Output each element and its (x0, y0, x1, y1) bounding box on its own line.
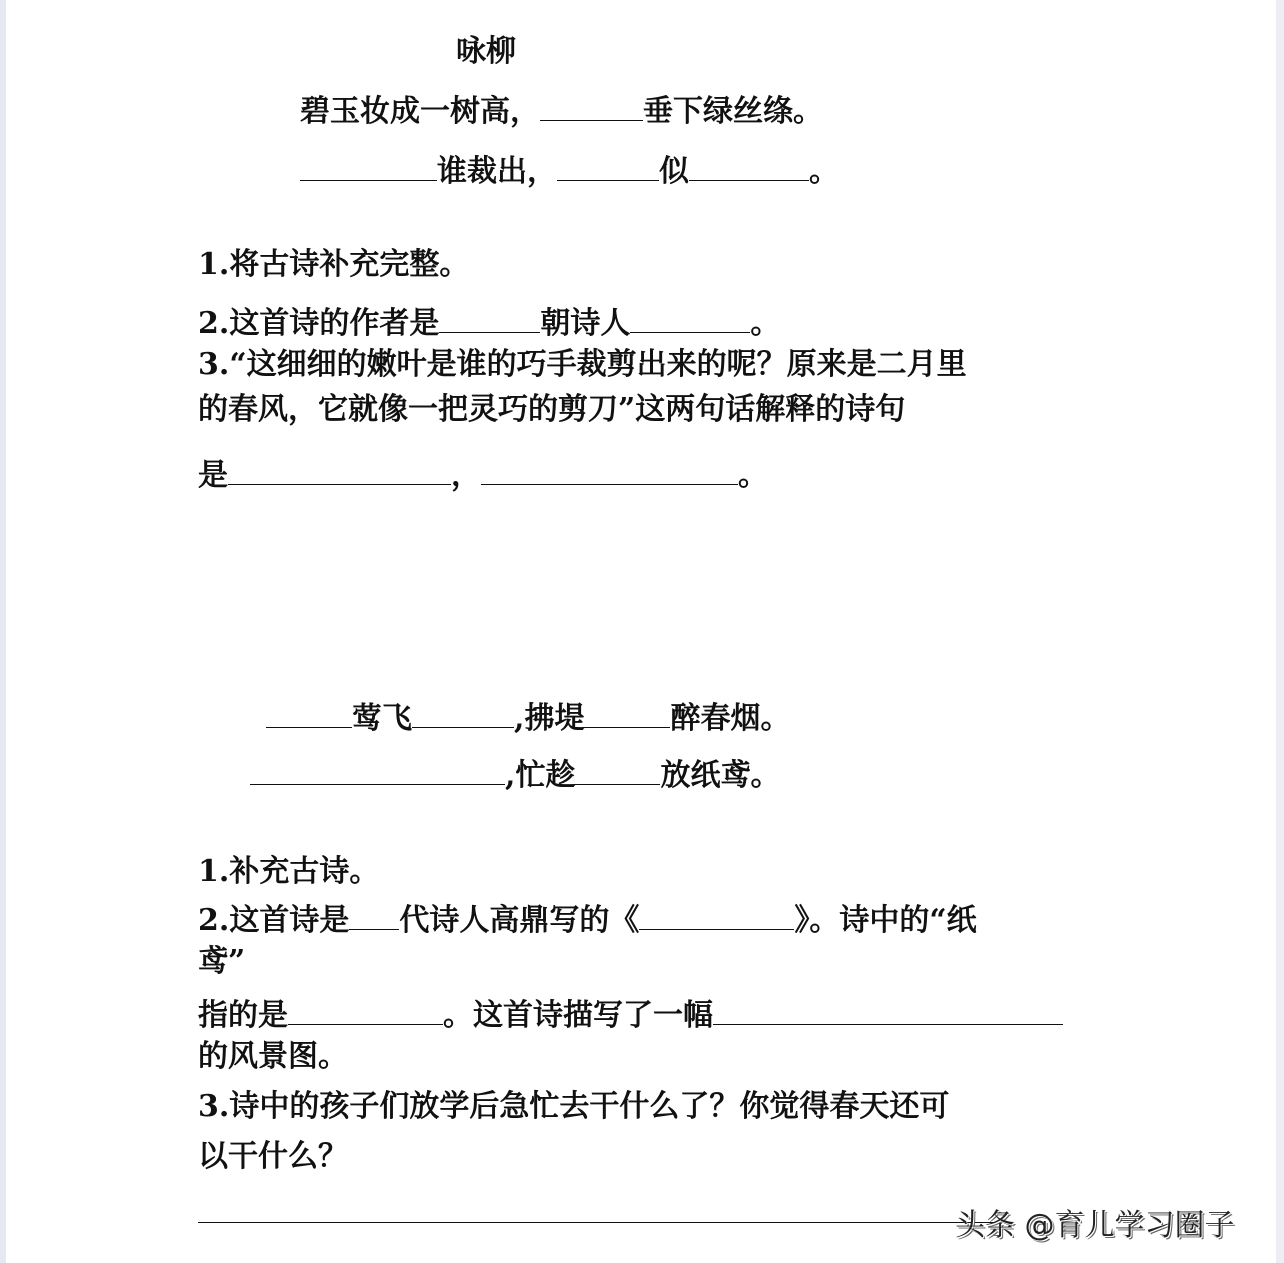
poem1-line2 (300, 150, 839, 190)
q1-3b: 的春风，它就像一把灵巧的剪刀”这两句话解释的诗句 (198, 392, 906, 427)
text: ,忙趁 (505, 758, 576, 793)
text: 2.这首诗的作者是 (198, 306, 440, 341)
q2-3b: 以干什么？ (198, 1139, 348, 1174)
blank[interactable] (584, 697, 670, 728)
q1-3c (198, 454, 768, 494)
text: 。 (750, 306, 781, 341)
blank[interactable] (250, 754, 505, 785)
q2-2c (198, 994, 1063, 1034)
blank[interactable] (630, 302, 750, 333)
blank[interactable] (689, 150, 809, 181)
answer-line[interactable] (198, 1222, 998, 1223)
text: ， (451, 458, 481, 493)
q2-1: 1.补充古诗。 (198, 854, 380, 889)
blank[interactable] (349, 899, 399, 930)
text: ,拂堤 (514, 701, 585, 736)
text: 醉春烟。 (670, 701, 791, 736)
blank[interactable] (228, 454, 451, 485)
poem1-line1 (300, 90, 823, 130)
text: 》。诗中的“纸 (794, 903, 977, 938)
page-edge-left (0, 0, 6, 1263)
page-edge-right (1276, 0, 1284, 1263)
blank[interactable] (481, 454, 738, 485)
blank[interactable] (300, 150, 437, 181)
blank[interactable] (639, 899, 794, 930)
text: 。这首诗描写了一幅 (443, 998, 713, 1033)
q2-2a (198, 899, 977, 939)
text: 是 (198, 458, 228, 493)
q2-3a: 3.诗中的孩子们放学后急忙去干什么了？你觉得春天还可 (198, 1089, 950, 1124)
text: 碧玉妆成一树高， (300, 94, 540, 129)
poem1-title: 咏柳 (456, 34, 516, 69)
text: 代诗人高鼎写的《 (399, 903, 640, 938)
text: 。 (738, 458, 768, 493)
watermark: 头条 @育儿学习圈子 (955, 1208, 1235, 1243)
text: 2.这首诗是 (198, 903, 350, 938)
q1-1: 1.将古诗补充完整。 (198, 247, 470, 282)
poem2-line1 (266, 697, 790, 737)
text: 似 (659, 154, 689, 189)
q2-2d: 的风景图。 (198, 1039, 348, 1074)
q1-3a: 3.“这细细的嫩叶是谁的巧手裁剪出来的呢？原来是二月里 (198, 347, 967, 382)
text: 垂下绿丝绦。 (643, 94, 823, 129)
text: 朝诗人 (540, 306, 631, 341)
text: 莺飞 (352, 701, 412, 736)
blank[interactable] (713, 994, 1063, 1025)
q1-2 (198, 302, 780, 342)
text: 谁裁出， (437, 154, 557, 189)
blank[interactable] (288, 994, 443, 1025)
text: 放纸鸢。 (660, 758, 781, 793)
blank[interactable] (540, 90, 643, 121)
text: 指的是 (198, 998, 288, 1033)
poem2-line2 (250, 754, 780, 794)
blank[interactable] (266, 697, 352, 728)
text: 。 (809, 154, 839, 189)
blank[interactable] (412, 697, 514, 728)
q2-2b: 鸢” (198, 944, 246, 979)
blank[interactable] (557, 150, 659, 181)
blank[interactable] (575, 754, 660, 785)
blank[interactable] (439, 302, 540, 333)
